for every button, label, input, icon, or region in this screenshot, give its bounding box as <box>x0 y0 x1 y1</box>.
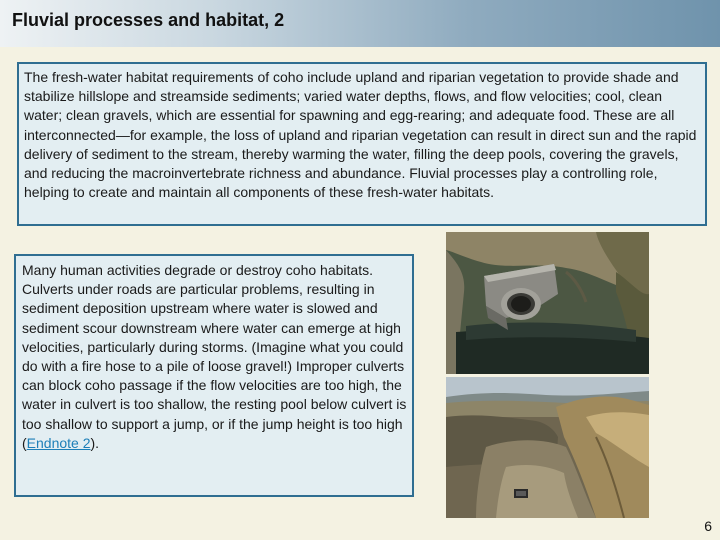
human-activities-text: Many human activities degrade or destroy coho habitats. Culverts under roads are particular problems, resulting in sediment deposition upstream where water is slowed and sediment scour downstream where water can emerge at high velocities, particularly during storms. (Imagine what you could do with a fire hose to a pile of loose gravel!) Improper culverts can block coho passage if the flow velocities are too high, the water in culvert is too shallow, the resting pool below culvert is too shallow to support a jump, or if the jump height is too high ( <box>22 262 407 451</box>
culvert-photo-image <box>446 232 649 374</box>
page-number: 6 <box>704 518 712 534</box>
habitat-requirements-box <box>17 62 707 226</box>
culvert-photo <box>446 232 649 374</box>
gully-erosion-photo-image <box>446 377 649 518</box>
human-activities-text-end: ). <box>90 434 100 451</box>
slide-title: Fluvial processes and habitat, 2 <box>12 10 285 30</box>
habitat-requirements-text: The fresh-water habitat requirements of coho include upland and riparian vegetation to provide shade and stabilize hillslope and streamside sediments; varied water depths, flows, and flow velocities; cool, clean water; clean gravels, which are essential for spawning and egg-rearing; and adequate food. These are all interconnected—for example, the loss of upland and riparian vegetation can result in direct sun and the rapid delivery of sediment to the stream, thereby warming the water, filling the deep pools, covering the gravels, and reducing the macroinvertebrate richness and abundance. Fluvial processes play a controlling role, helping to create and maintain all components of these fresh-water habitats. <box>24 69 697 201</box>
endnote-2-link[interactable]: Endnote 2 <box>26 434 91 451</box>
gully-erosion-photo <box>446 377 649 518</box>
human-activities-box <box>14 254 414 497</box>
title-bar <box>0 0 720 47</box>
